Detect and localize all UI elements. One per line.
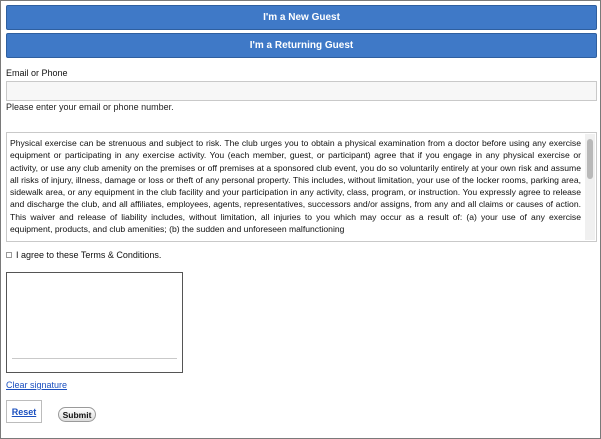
email-phone-input[interactable]	[6, 81, 597, 101]
terms-scroll-box[interactable]	[6, 132, 597, 242]
submit-button[interactable]: Submit	[58, 407, 96, 422]
agree-checkbox[interactable]	[6, 252, 12, 258]
new-guest-button[interactable]: I'm a New Guest	[6, 5, 597, 30]
returning-guest-button[interactable]: I'm a Returning Guest	[6, 33, 597, 58]
agree-row	[6, 250, 161, 260]
terms-scrollbar-thumb[interactable]	[587, 139, 593, 179]
reset-button[interactable]: Reset	[6, 400, 42, 423]
agree-label[interactable]: I agree to these Terms & Conditions.	[16, 250, 162, 260]
email-phone-label: Email or Phone	[6, 68, 68, 78]
terms-text: Physical exercise can be strenuous and subject to risk. The club urges you to obtain a physical examination from a doctor before using any exercise equipment or participating in any exercise activity. You (each member, guest, or participant) agree that if you engage in any physical exercise or activity, or use any club amenity on the premises or off premises at a sponsored club event, you do so voluntarily entirely at your own risk and assume all risks of injury, illness, damage or loss or theft of any personal property. This includes, without limitation, your use of the locker rooms, parking area, sidewalk area, or any equipment in the club facility and your participation in any activity, class, program, or instruction. You expressly agree to release and discharge the club, and all affiliates, employees, agents, representatives, successors and/or assigns, from any and all claims or causes of action. This waiver and release of liability includes, without limitation, all injuries to you which may occur as a result of: (a) your use of any exercise equipment, products, and club amenities; (b) the sudden and unforeseen malfunctioning	[10, 138, 581, 235]
signature-baseline	[12, 358, 177, 359]
signature-pad[interactable]	[6, 272, 183, 373]
clear-signature-link[interactable]: Clear signature	[6, 380, 68, 390]
email-help-text: Please enter your email or phone number.	[6, 102, 174, 112]
